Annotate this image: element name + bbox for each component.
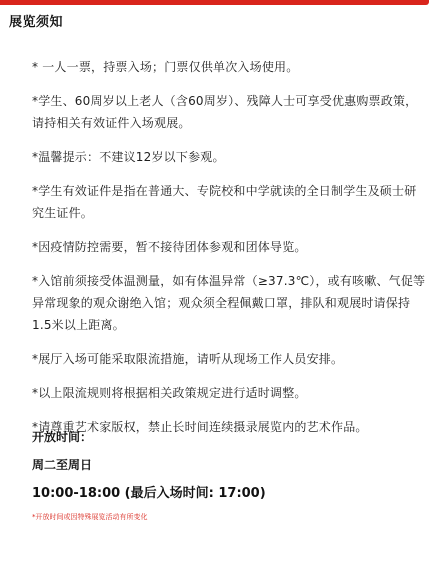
notice-item: *入馆前须接受体温测量，如有体温异常（≥37.3℃），或有咳嗽、气促等异常现象的观众谢绝入馆；观众须全程佩戴口罩，排队和观展时请保持1.5米以上距离。 bbox=[32, 274, 426, 332]
top-accent-bar bbox=[0, 0, 429, 5]
opening-hours-note: *开放时间或因特殊展览活动有所变化 bbox=[32, 513, 148, 521]
notice-item: *展厅入场可能采取限流措施，请听从现场工作人员安排。 bbox=[32, 352, 344, 366]
notice-item: *请尊重艺术家版权，禁止长时间连续摄录展览内的艺术作品。 bbox=[32, 420, 368, 434]
notice-item: *温馨提示：不建议12岁以下参观。 bbox=[32, 150, 225, 164]
notice-list bbox=[32, 56, 428, 450]
notice-item: *因疫情防控需要，暂不接待团体参观和团体导览。 bbox=[32, 240, 307, 254]
notice-item: *学生有效证件是指在普通大、专院校和中学就读的全日制学生及硕士研究生证件。 bbox=[32, 184, 417, 220]
page-title: 展览须知 bbox=[9, 15, 64, 30]
notice-item: * 一人一票，持票入场；门票仅供单次入场使用。 bbox=[32, 60, 299, 74]
opening-time: 10:00-18:00 (最后入场时间: 17:00) bbox=[32, 486, 266, 501]
notice-item: *以上限流规则将根据相关政策规定进行适时调整。 bbox=[32, 386, 307, 400]
opening-hours-title: 开放时间： bbox=[32, 430, 93, 444]
opening-days: 周二至周日 bbox=[32, 458, 93, 472]
notice-item: *学生、60周岁以上老人（含60周岁）、残障人士可享受优惠购票政策，请持相关有效证件入场观展。 bbox=[32, 94, 418, 130]
